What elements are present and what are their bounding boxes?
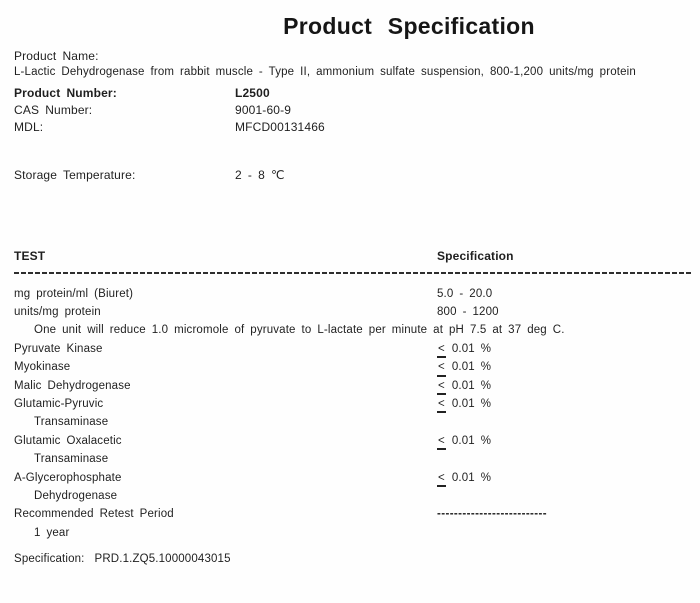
spec-dashes-placeholder: -------------------------- — [437, 508, 547, 521]
field-label: Product Number: — [14, 85, 117, 100]
test-name-continuation: Dehydrogenase — [34, 489, 118, 502]
test-spec — [437, 285, 492, 303]
field-value: MFCD00131466 — [235, 119, 325, 134]
test-spec — [437, 377, 491, 396]
test-row — [14, 303, 686, 321]
test-row — [14, 377, 686, 395]
field-value: 9001-60-9 — [235, 102, 292, 117]
test-name: Myokinase — [14, 361, 71, 374]
test-row-continuation — [14, 450, 686, 468]
page-title: Product Specification — [283, 13, 535, 39]
test-row — [14, 395, 686, 413]
specification-column-header: Specification — [437, 248, 514, 263]
specification-id-label: Specification: — [14, 553, 85, 566]
test-spec — [437, 395, 491, 414]
test-row-unit-definition — [14, 321, 686, 339]
test-spec — [437, 303, 499, 321]
spec-value: 0.01 % — [451, 471, 492, 484]
test-spec — [437, 469, 491, 488]
less-equal-symbol: < — [437, 381, 446, 396]
test-name: units/mg protein — [14, 305, 101, 318]
unit-definition-note: One unit will reduce 1.0 micromole of pyruvate to L-lactate per minute at pH 7.5 at 37 deg C. — [34, 324, 565, 337]
spec-value: 0.01 % — [451, 342, 492, 355]
storage-temperature-label: Storage Temperature: — [14, 167, 136, 182]
less-equal-symbol: < — [437, 473, 446, 488]
table-divider-rule — [14, 272, 691, 274]
test-name: Recommended Retest Period — [14, 508, 174, 521]
test-row-continuation — [14, 487, 686, 505]
test-name: A-Glycerophosphate — [14, 471, 122, 484]
product-name-value: L-Lactic Dehydrogenase from rabbit muscle - Type II, ammonium sulfate suspension, 800-1,200 units/mg protein — [14, 66, 636, 78]
spec-value: 0.01 % — [451, 379, 492, 392]
spec-value: 0.01 % — [451, 361, 492, 374]
test-row — [14, 340, 686, 358]
product-name-label: Product Name: — [14, 49, 99, 63]
test-spec — [437, 358, 491, 377]
test-row — [14, 358, 686, 376]
field-row-mdl — [14, 119, 686, 136]
storage-temperature-row — [14, 167, 686, 184]
test-table-rows — [14, 285, 686, 543]
test-spec — [437, 432, 491, 451]
test-spec — [437, 505, 547, 523]
test-name: mg protein/ml (Biuret) — [14, 287, 134, 300]
test-column-header: TEST — [14, 248, 46, 263]
less-equal-symbol: < — [437, 399, 446, 414]
spec-value: 5.0 - 20.0 — [437, 287, 493, 300]
test-table-header — [14, 249, 686, 264]
field-value: L2500 — [235, 85, 270, 100]
document-body — [0, 49, 700, 567]
test-row — [14, 469, 686, 487]
test-name: Malic Dehydrogenase — [14, 379, 131, 392]
product-fields — [14, 85, 686, 136]
less-equal-symbol: < — [437, 436, 446, 451]
spec-value: 800 - 1200 — [437, 305, 499, 318]
test-row — [14, 432, 686, 450]
test-row-retest-period — [14, 505, 686, 523]
storage-temperature-value: 2 - 8 ℃ — [235, 167, 285, 182]
field-row-product-number — [14, 85, 686, 102]
less-equal-symbol: < — [437, 362, 446, 377]
test-name: Pyruvate Kinase — [14, 342, 103, 355]
specification-id-row — [14, 551, 686, 567]
less-equal-symbol: < — [437, 344, 446, 359]
test-row-continuation — [14, 524, 686, 542]
test-row — [14, 285, 686, 303]
test-spec — [437, 340, 491, 359]
specification-id-value: PRD.1.ZQ5.10000043015 — [94, 553, 231, 566]
test-name-continuation: Transaminase — [34, 453, 109, 466]
field-label: MDL: — [14, 119, 44, 134]
field-label: CAS Number: — [14, 102, 93, 117]
test-name: Glutamic Oxalacetic — [14, 434, 122, 447]
test-row-continuation — [14, 413, 686, 431]
test-name: Glutamic-Pyruvic — [14, 397, 104, 410]
spec-value: 0.01 % — [451, 397, 492, 410]
spec-value: 0.01 % — [451, 434, 492, 447]
test-name-continuation: 1 year — [34, 526, 70, 539]
test-name-continuation: Transaminase — [34, 416, 109, 429]
field-row-cas-number — [14, 102, 686, 119]
